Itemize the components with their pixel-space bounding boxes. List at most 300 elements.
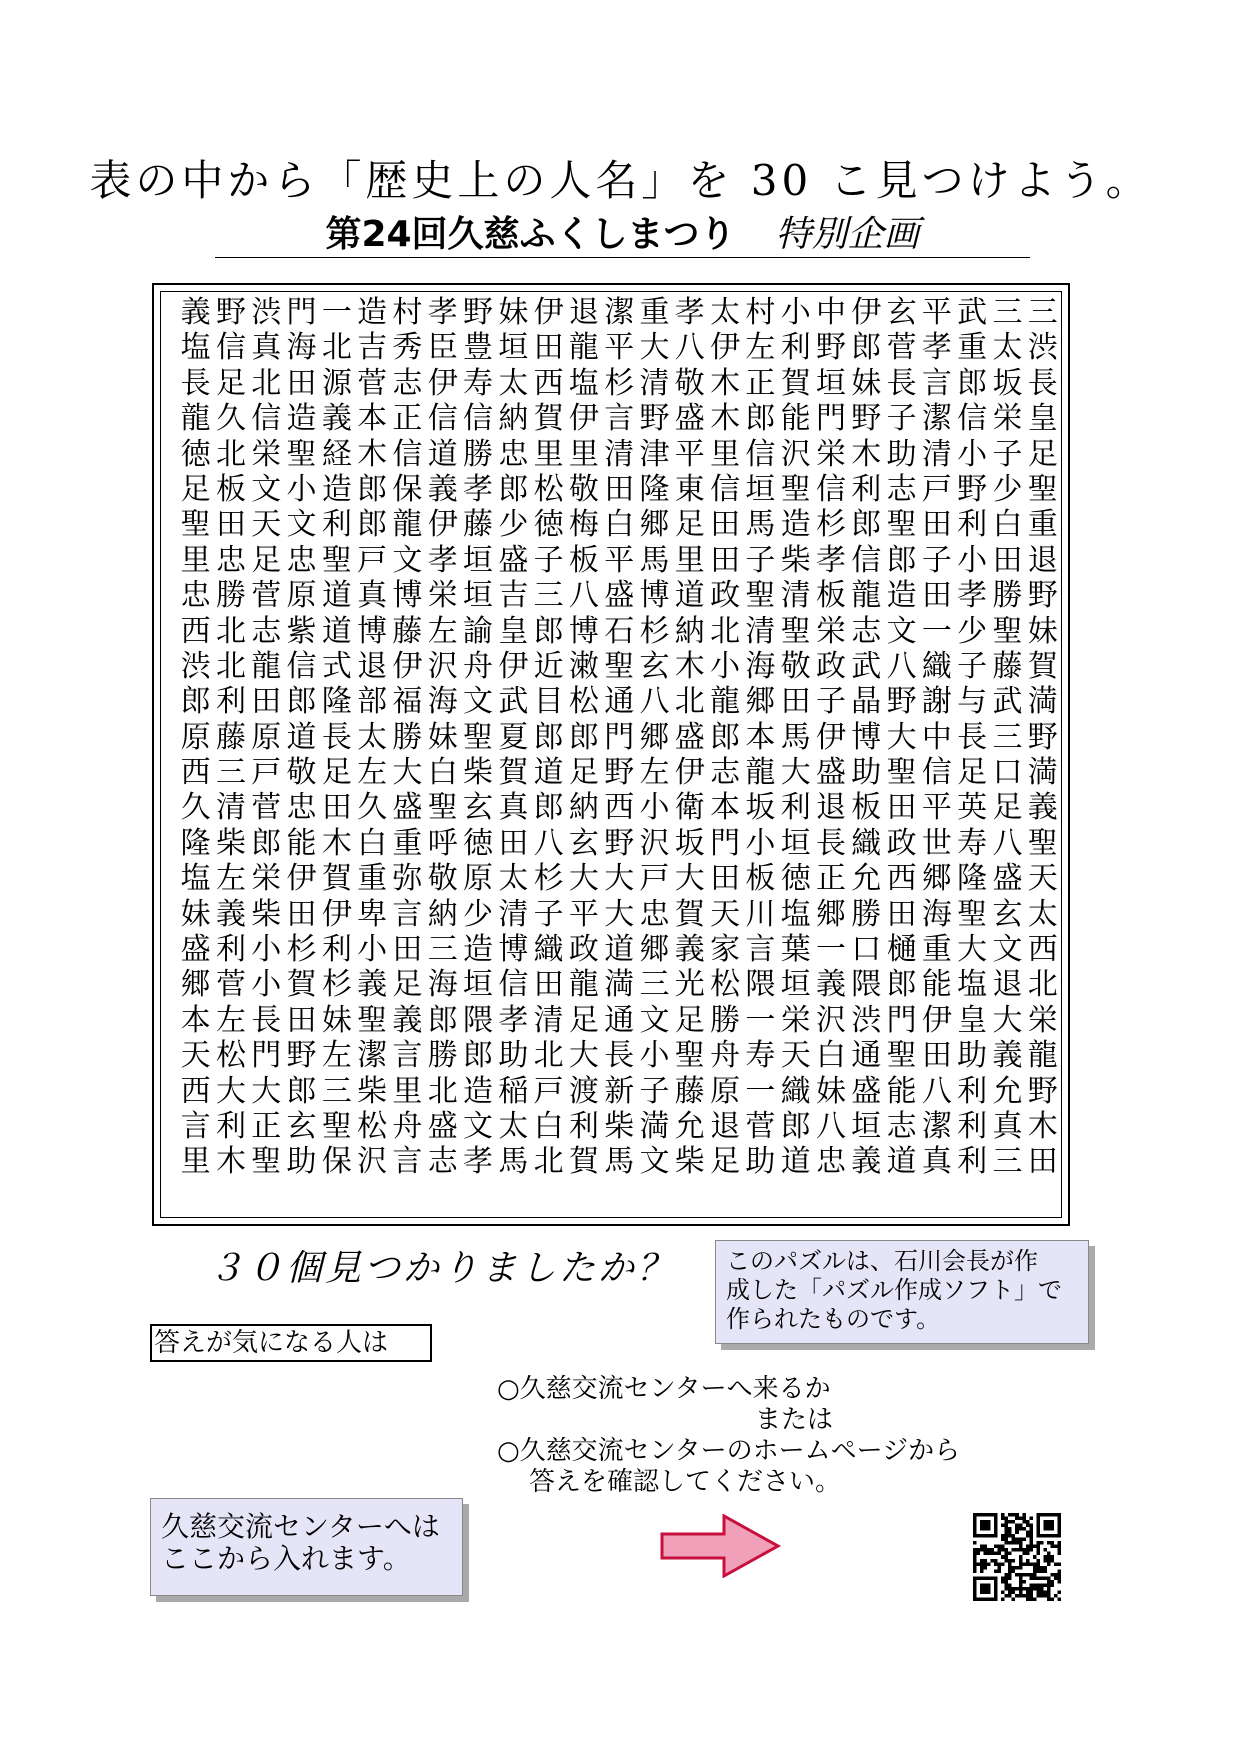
grid-cell: 徳 (780, 861, 811, 897)
grid-cell: 郎 (286, 1073, 317, 1109)
grid-cell: 左 (215, 861, 246, 897)
grid-cell: 正 (745, 365, 776, 401)
grid-cell: 柴 (780, 542, 811, 578)
grid-cell: 妹 (498, 295, 529, 330)
grid-cell: 道 (780, 1144, 811, 1180)
grid-cell: 長 (1027, 365, 1058, 401)
grid-cell: 一 (921, 613, 952, 649)
grid-cell: 博 (392, 578, 423, 614)
grid-cell: 左 (357, 755, 388, 791)
grid-cell: 栄 (1027, 1002, 1058, 1038)
grid-cell: 利 (215, 684, 246, 720)
grid-cell: 北 (674, 684, 705, 720)
grid-cell: 藤 (992, 648, 1023, 684)
grid-cell: 門 (604, 719, 635, 755)
grid-cell: 聖 (957, 896, 988, 932)
grid-cell: 政 (710, 578, 741, 614)
grid-cell: 一 (745, 1073, 776, 1109)
grid-cell: 久 (180, 790, 211, 826)
grid-cell: 隈 (851, 967, 882, 1003)
grid-cell: 郎 (851, 330, 882, 366)
grid-cell: 太 (498, 1108, 529, 1144)
grid-cell: 造 (780, 507, 811, 543)
grid-cell: 北 (321, 330, 352, 366)
grid-cell: 潔 (921, 401, 952, 437)
grid-cell: 聖 (886, 755, 917, 791)
grid-cell: 満 (1027, 755, 1058, 791)
grid-cell: 柴 (215, 825, 246, 861)
grid-cell: 八 (815, 1108, 846, 1144)
grid-cell: 保 (392, 471, 423, 507)
grid-cell: 志 (427, 1144, 458, 1180)
grid-cell: 足 (568, 1002, 599, 1038)
grid-cell: 栄 (251, 436, 282, 472)
grid-cell: 孝 (463, 471, 494, 507)
grid-cell: 清 (215, 790, 246, 826)
grid-cell: 助 (745, 1144, 776, 1180)
grid-cell: 田 (921, 578, 952, 614)
grid-cell: 道 (427, 436, 458, 472)
grid-cell: 北 (533, 1038, 564, 1074)
grid-cell: 郎 (357, 471, 388, 507)
grid-cell: 文 (639, 1002, 670, 1038)
grid-cell: 太 (992, 330, 1023, 366)
grid-cell: 板 (851, 790, 882, 826)
grid-cell: 納 (498, 401, 529, 437)
grid-cell: 信 (921, 755, 952, 791)
grid-cell: 藤 (674, 1073, 705, 1109)
grid-cell: 村 (392, 295, 423, 330)
grid-cell: 郷 (639, 719, 670, 755)
grid-cell: 杉 (815, 507, 846, 543)
grid-cell: 門 (286, 295, 317, 330)
grid-cell: 寿 (957, 825, 988, 861)
grid-cell: 板 (568, 542, 599, 578)
grid-cell: 大 (215, 1073, 246, 1109)
grid-cell: 利 (957, 507, 988, 543)
grid-cell: 松 (533, 471, 564, 507)
grid-cell: 郎 (568, 719, 599, 755)
grid-cell: 龍 (568, 967, 599, 1003)
grid-cell: 利 (780, 790, 811, 826)
grid-cell: 隆 (957, 861, 988, 897)
grid-cell: 部 (357, 684, 388, 720)
grid-cell: 板 (815, 578, 846, 614)
grid-cell: 垣 (463, 542, 494, 578)
grid-cell: 野 (851, 401, 882, 437)
grid-cell: 賀 (1027, 648, 1058, 684)
grid-cell: 隆 (180, 825, 211, 861)
answer-instructions (497, 1374, 960, 1498)
grid-cell: 杉 (639, 613, 670, 649)
grid-cell: 野 (604, 755, 635, 791)
grid-cell: 玄 (286, 1108, 317, 1144)
grid-cell: 郷 (745, 684, 776, 720)
grid-cell: 坂 (992, 365, 1023, 401)
grid-cell: 八 (568, 578, 599, 614)
grid-cell: 野 (815, 330, 846, 366)
grid-cell: 豊 (463, 330, 494, 366)
grid-cell: 与 (957, 684, 988, 720)
grid-cell: 郷 (639, 507, 670, 543)
grid-cell: 言 (180, 1108, 211, 1144)
instruction-or: または (755, 1405, 834, 1435)
grid-cell: 真 (921, 1144, 952, 1180)
grid-cell: 伊 (392, 648, 423, 684)
grid-cell: 式 (321, 648, 352, 684)
grid-cell: 原 (251, 719, 282, 755)
grid-cell: 盛 (992, 861, 1023, 897)
grid-cell: 中 (815, 295, 846, 330)
grid-cell: 天 (180, 1038, 211, 1074)
grid-cell: 北 (251, 365, 282, 401)
puzzle-credit-note (715, 1240, 1089, 1344)
grid-cell: 八 (992, 825, 1023, 861)
grid-cell: 玄 (463, 790, 494, 826)
grid-cell: 野 (1027, 719, 1058, 755)
grid-cell: 渋 (1027, 330, 1058, 366)
grid-cell: 正 (251, 1108, 282, 1144)
grid-cell: 武 (992, 684, 1023, 720)
grid-cell: 馬 (639, 542, 670, 578)
grid-cell: 太 (357, 719, 388, 755)
grid-cell: 平 (568, 896, 599, 932)
grid-cell: 平 (921, 790, 952, 826)
grid-cell: 盛 (498, 542, 529, 578)
grid-cell: 伊 (851, 295, 882, 330)
grid-cell: 盛 (604, 578, 635, 614)
grid-cell: 沢 (357, 1144, 388, 1180)
grid-cell: 松 (568, 684, 599, 720)
grid-cell: 郎 (498, 471, 529, 507)
link-line: 久慈交流センターへは (161, 1510, 440, 1543)
grid-cell: 小 (357, 932, 388, 968)
grid-cell: 武 (957, 295, 988, 330)
grid-cell: 博 (568, 613, 599, 649)
grid-cell: 郷 (639, 932, 670, 968)
grid-cell: 龍 (180, 401, 211, 437)
grid-cell: 口 (992, 755, 1023, 791)
grid-cell: 坂 (674, 825, 705, 861)
grid-cell: 孝 (957, 578, 988, 614)
grid-cell: 満 (1027, 684, 1058, 720)
grid-cell: 真 (251, 330, 282, 366)
grid-cell: 子 (886, 401, 917, 437)
grid-cell: 西 (180, 755, 211, 791)
grid-cell: 勝 (851, 896, 882, 932)
grid-cell: 信 (251, 401, 282, 437)
grid-cell: 晶 (851, 684, 882, 720)
grid-cell: 龍 (745, 755, 776, 791)
grid-cell: 道 (533, 755, 564, 791)
grid-cell: 妹 (815, 1073, 846, 1109)
instruction-homepage: ○久慈交流センターのホームページから (497, 1436, 961, 1466)
grid-cell: 菅 (251, 578, 282, 614)
grid-cell: 文 (463, 684, 494, 720)
grid-cell: 盛 (392, 790, 423, 826)
grid-cell: 伊 (427, 507, 458, 543)
grid-cell: 清 (745, 613, 776, 649)
grid-cell: 西 (604, 790, 635, 826)
grid-cell: 杉 (533, 861, 564, 897)
grid-cell: 利 (215, 932, 246, 968)
grid-cell: 伊 (321, 896, 352, 932)
grid-cell: 田 (604, 471, 635, 507)
grid-cell: 郎 (251, 825, 282, 861)
grid-cell: 志 (710, 755, 741, 791)
grid-cell: 野 (957, 471, 988, 507)
grid-cell: 白 (357, 825, 388, 861)
grid-cell: 通 (851, 1038, 882, 1074)
grid-cell: 聖 (1027, 825, 1058, 861)
grid-cell: 勝 (427, 1038, 458, 1074)
grid-cell: 葉 (780, 932, 811, 968)
grid-cell: 馬 (780, 719, 811, 755)
grid-cell: 満 (604, 967, 635, 1003)
grid-cell: 寿 (463, 365, 494, 401)
grid-cell: 清 (498, 896, 529, 932)
grid-cell: 志 (886, 1108, 917, 1144)
grid-cell: 皇 (957, 1002, 988, 1038)
grid-cell: 利 (568, 1108, 599, 1144)
grid-cell: 賀 (286, 967, 317, 1003)
grid-cell: 三 (427, 932, 458, 968)
grid-cell: 足 (957, 755, 988, 791)
grid-cell: 本 (357, 401, 388, 437)
grid-cell: 塩 (180, 861, 211, 897)
grid-cell: 柴 (674, 1144, 705, 1180)
grid-cell: 能 (886, 1073, 917, 1109)
grid-cell: 白 (427, 755, 458, 791)
grid-cell: 栄 (815, 436, 846, 472)
grid-cell: 利 (321, 507, 352, 543)
grid-cell: 造 (321, 471, 352, 507)
grid-cell: 藤 (392, 613, 423, 649)
grid-cell: 助 (498, 1038, 529, 1074)
grid-cell: 造 (463, 932, 494, 968)
grid-cell: 敬 (568, 471, 599, 507)
grid-cell: 垣 (780, 967, 811, 1003)
grid-cell: 三 (533, 578, 564, 614)
grid-cell: 太 (498, 365, 529, 401)
grid-cell: 北 (1027, 967, 1058, 1003)
grid-cell: 柴 (604, 1108, 635, 1144)
grid-cell: 郎 (180, 684, 211, 720)
grid-cell: 重 (921, 932, 952, 968)
grid-cell: 文 (639, 1144, 670, 1180)
grid-cell: 通 (604, 1002, 635, 1038)
grid-cell: 保 (321, 1144, 352, 1180)
grid-cell: 小 (745, 825, 776, 861)
link-line: ここから入れます。 (161, 1542, 411, 1575)
grid-cell: 田 (710, 861, 741, 897)
grid-cell: 田 (886, 790, 917, 826)
grid-cell: 長 (180, 365, 211, 401)
grid-cell: 聖 (251, 1144, 282, 1180)
grid-cell: 田 (498, 825, 529, 861)
grid-cell: 允 (851, 861, 882, 897)
grid-cell: 川 (745, 896, 776, 932)
grid-cell: 野 (1027, 1073, 1058, 1109)
found-question: ３０個見つかりましたか？ (208, 1248, 677, 1289)
grid-cell: 舟 (463, 648, 494, 684)
grid-cell: 沢 (427, 648, 458, 684)
grid-cell: 利 (957, 1108, 988, 1144)
grid-cell: 信 (215, 330, 246, 366)
grid-cell: 助 (286, 1144, 317, 1180)
grid-cell: 足 (992, 790, 1023, 826)
grid-cell: 助 (851, 755, 882, 791)
grid-cell: 博 (639, 578, 670, 614)
grid-cell: 清 (639, 365, 670, 401)
grid-cell: 長 (321, 719, 352, 755)
grid-cell: 真 (992, 1108, 1023, 1144)
grid-cell: 信 (286, 648, 317, 684)
grid-cell: 重 (639, 295, 670, 330)
grid-cell: 平 (604, 542, 635, 578)
grid-cell: 聖 (180, 507, 211, 543)
grid-cell: 徳 (533, 507, 564, 543)
grid-cell: 長 (604, 1038, 635, 1074)
grid-cell: 門 (815, 401, 846, 437)
grid-cell: 義 (180, 295, 211, 330)
grid-cell: 沢 (639, 825, 670, 861)
grid-cell: 大 (639, 330, 670, 366)
grid-cell: 聖 (357, 1002, 388, 1038)
grid-cell: 杉 (321, 967, 352, 1003)
grid-cell: 義 (851, 1144, 882, 1180)
grid-cell: 玄 (992, 896, 1023, 932)
grid-cell: 小 (251, 967, 282, 1003)
grid-cell: 潔 (921, 1108, 952, 1144)
grid-cell: 海 (745, 648, 776, 684)
grid-cell: 弥 (392, 861, 423, 897)
grid-cell: 小 (286, 471, 317, 507)
grid-cell: 義 (215, 896, 246, 932)
grid-cell: 福 (392, 684, 423, 720)
grid-cell: 妹 (1027, 613, 1058, 649)
grid-cell: 道 (674, 578, 705, 614)
grid-cell: 子 (815, 684, 846, 720)
grid-cell: 足 (674, 507, 705, 543)
grid-cell: 子 (639, 1073, 670, 1109)
grid-cell: 信 (498, 967, 529, 1003)
grid-cell: 潔 (357, 1038, 388, 1074)
grid-cell: 志 (886, 471, 917, 507)
grid-cell: 大 (392, 755, 423, 791)
word-search-frame (152, 283, 1070, 1226)
grid-cell: 松 (710, 967, 741, 1003)
grid-cell: 博 (498, 932, 529, 968)
grid-cell: 能 (780, 401, 811, 437)
grid-cell: 西 (180, 1073, 211, 1109)
grid-cell: 原 (463, 861, 494, 897)
grid-cell: 龍 (392, 507, 423, 543)
grid-cell: 東 (674, 471, 705, 507)
grid-cell: 利 (957, 1144, 988, 1180)
grid-cell: 伊 (427, 365, 458, 401)
grid-cell: 織 (851, 825, 882, 861)
qr-code-icon[interactable] (973, 1513, 1061, 1601)
grid-cell: 足 (251, 542, 282, 578)
grid-cell: 小 (251, 932, 282, 968)
grid-cell: 義 (392, 1002, 423, 1038)
grid-cell: 聖 (427, 790, 458, 826)
grid-cell: 郎 (357, 507, 388, 543)
grid-cell: 伊 (921, 1002, 952, 1038)
grid-cell: 栄 (427, 578, 458, 614)
grid-cell: 木 (215, 1144, 246, 1180)
grid-cell: 原 (180, 719, 211, 755)
grid-cell: 天 (1027, 861, 1058, 897)
grid-cell: 海 (427, 967, 458, 1003)
grid-cell: 沢 (815, 1002, 846, 1038)
grid-cell: 伊 (286, 861, 317, 897)
grid-cell: 郎 (286, 684, 317, 720)
grid-cell: 重 (957, 330, 988, 366)
grid-cell: 八 (674, 330, 705, 366)
grid-cell: 退 (710, 1108, 741, 1144)
grid-cell: 大 (674, 861, 705, 897)
grid-cell: 菅 (215, 967, 246, 1003)
grid-cell: 秀 (392, 330, 423, 366)
note-line: 成した「パズル作成ソフト」で (726, 1276, 1062, 1304)
grid-cell: 利 (957, 1073, 988, 1109)
center-link-box (150, 1498, 463, 1596)
grid-cell: 隆 (639, 471, 670, 507)
grid-cell: 言 (392, 896, 423, 932)
grid-cell: 正 (815, 861, 846, 897)
grid-cell: 満 (639, 1108, 670, 1144)
grid-cell: 隈 (463, 1002, 494, 1038)
grid-cell: 允 (674, 1108, 705, 1144)
grid-cell: 造 (463, 1073, 494, 1109)
grid-cell: 清 (604, 436, 635, 472)
grid-cell: 木 (710, 365, 741, 401)
grid-cell: 郎 (463, 1038, 494, 1074)
grid-cell: 賀 (780, 365, 811, 401)
grid-cell: 文 (886, 613, 917, 649)
grid-cell: 目 (533, 684, 564, 720)
grid-cell: 信 (957, 401, 988, 437)
instruction-confirm: 答えを確認してください。 (529, 1467, 842, 1497)
grid-cell: 経 (321, 436, 352, 472)
grid-cell: 栄 (780, 1002, 811, 1038)
grid-cell: 太 (1027, 896, 1058, 932)
grid-cell: 盛 (815, 755, 846, 791)
grid-cell: 子 (957, 648, 988, 684)
grid-cell: 梅 (568, 507, 599, 543)
grid-cell: 本 (710, 790, 741, 826)
grid-cell: 孝 (498, 1002, 529, 1038)
grid-cell: 光 (674, 967, 705, 1003)
grid-cell: 卑 (357, 896, 388, 932)
grid-cell: 田 (710, 542, 741, 578)
grid-cell: 道 (286, 719, 317, 755)
grid-cell: 渡 (568, 1073, 599, 1109)
grid-cell: 清 (780, 578, 811, 614)
grid-cell: 織 (921, 648, 952, 684)
grid-cell: 政 (568, 932, 599, 968)
grid-cell: 郷 (921, 861, 952, 897)
grid-cell: 造 (886, 578, 917, 614)
grid-cell: 田 (392, 932, 423, 968)
grid-cell: 皇 (1027, 401, 1058, 437)
grid-cell: 藤 (215, 719, 246, 755)
grid-cell: 衛 (674, 790, 705, 826)
grid-cell: 納 (674, 613, 705, 649)
grid-cell: 一 (815, 932, 846, 968)
